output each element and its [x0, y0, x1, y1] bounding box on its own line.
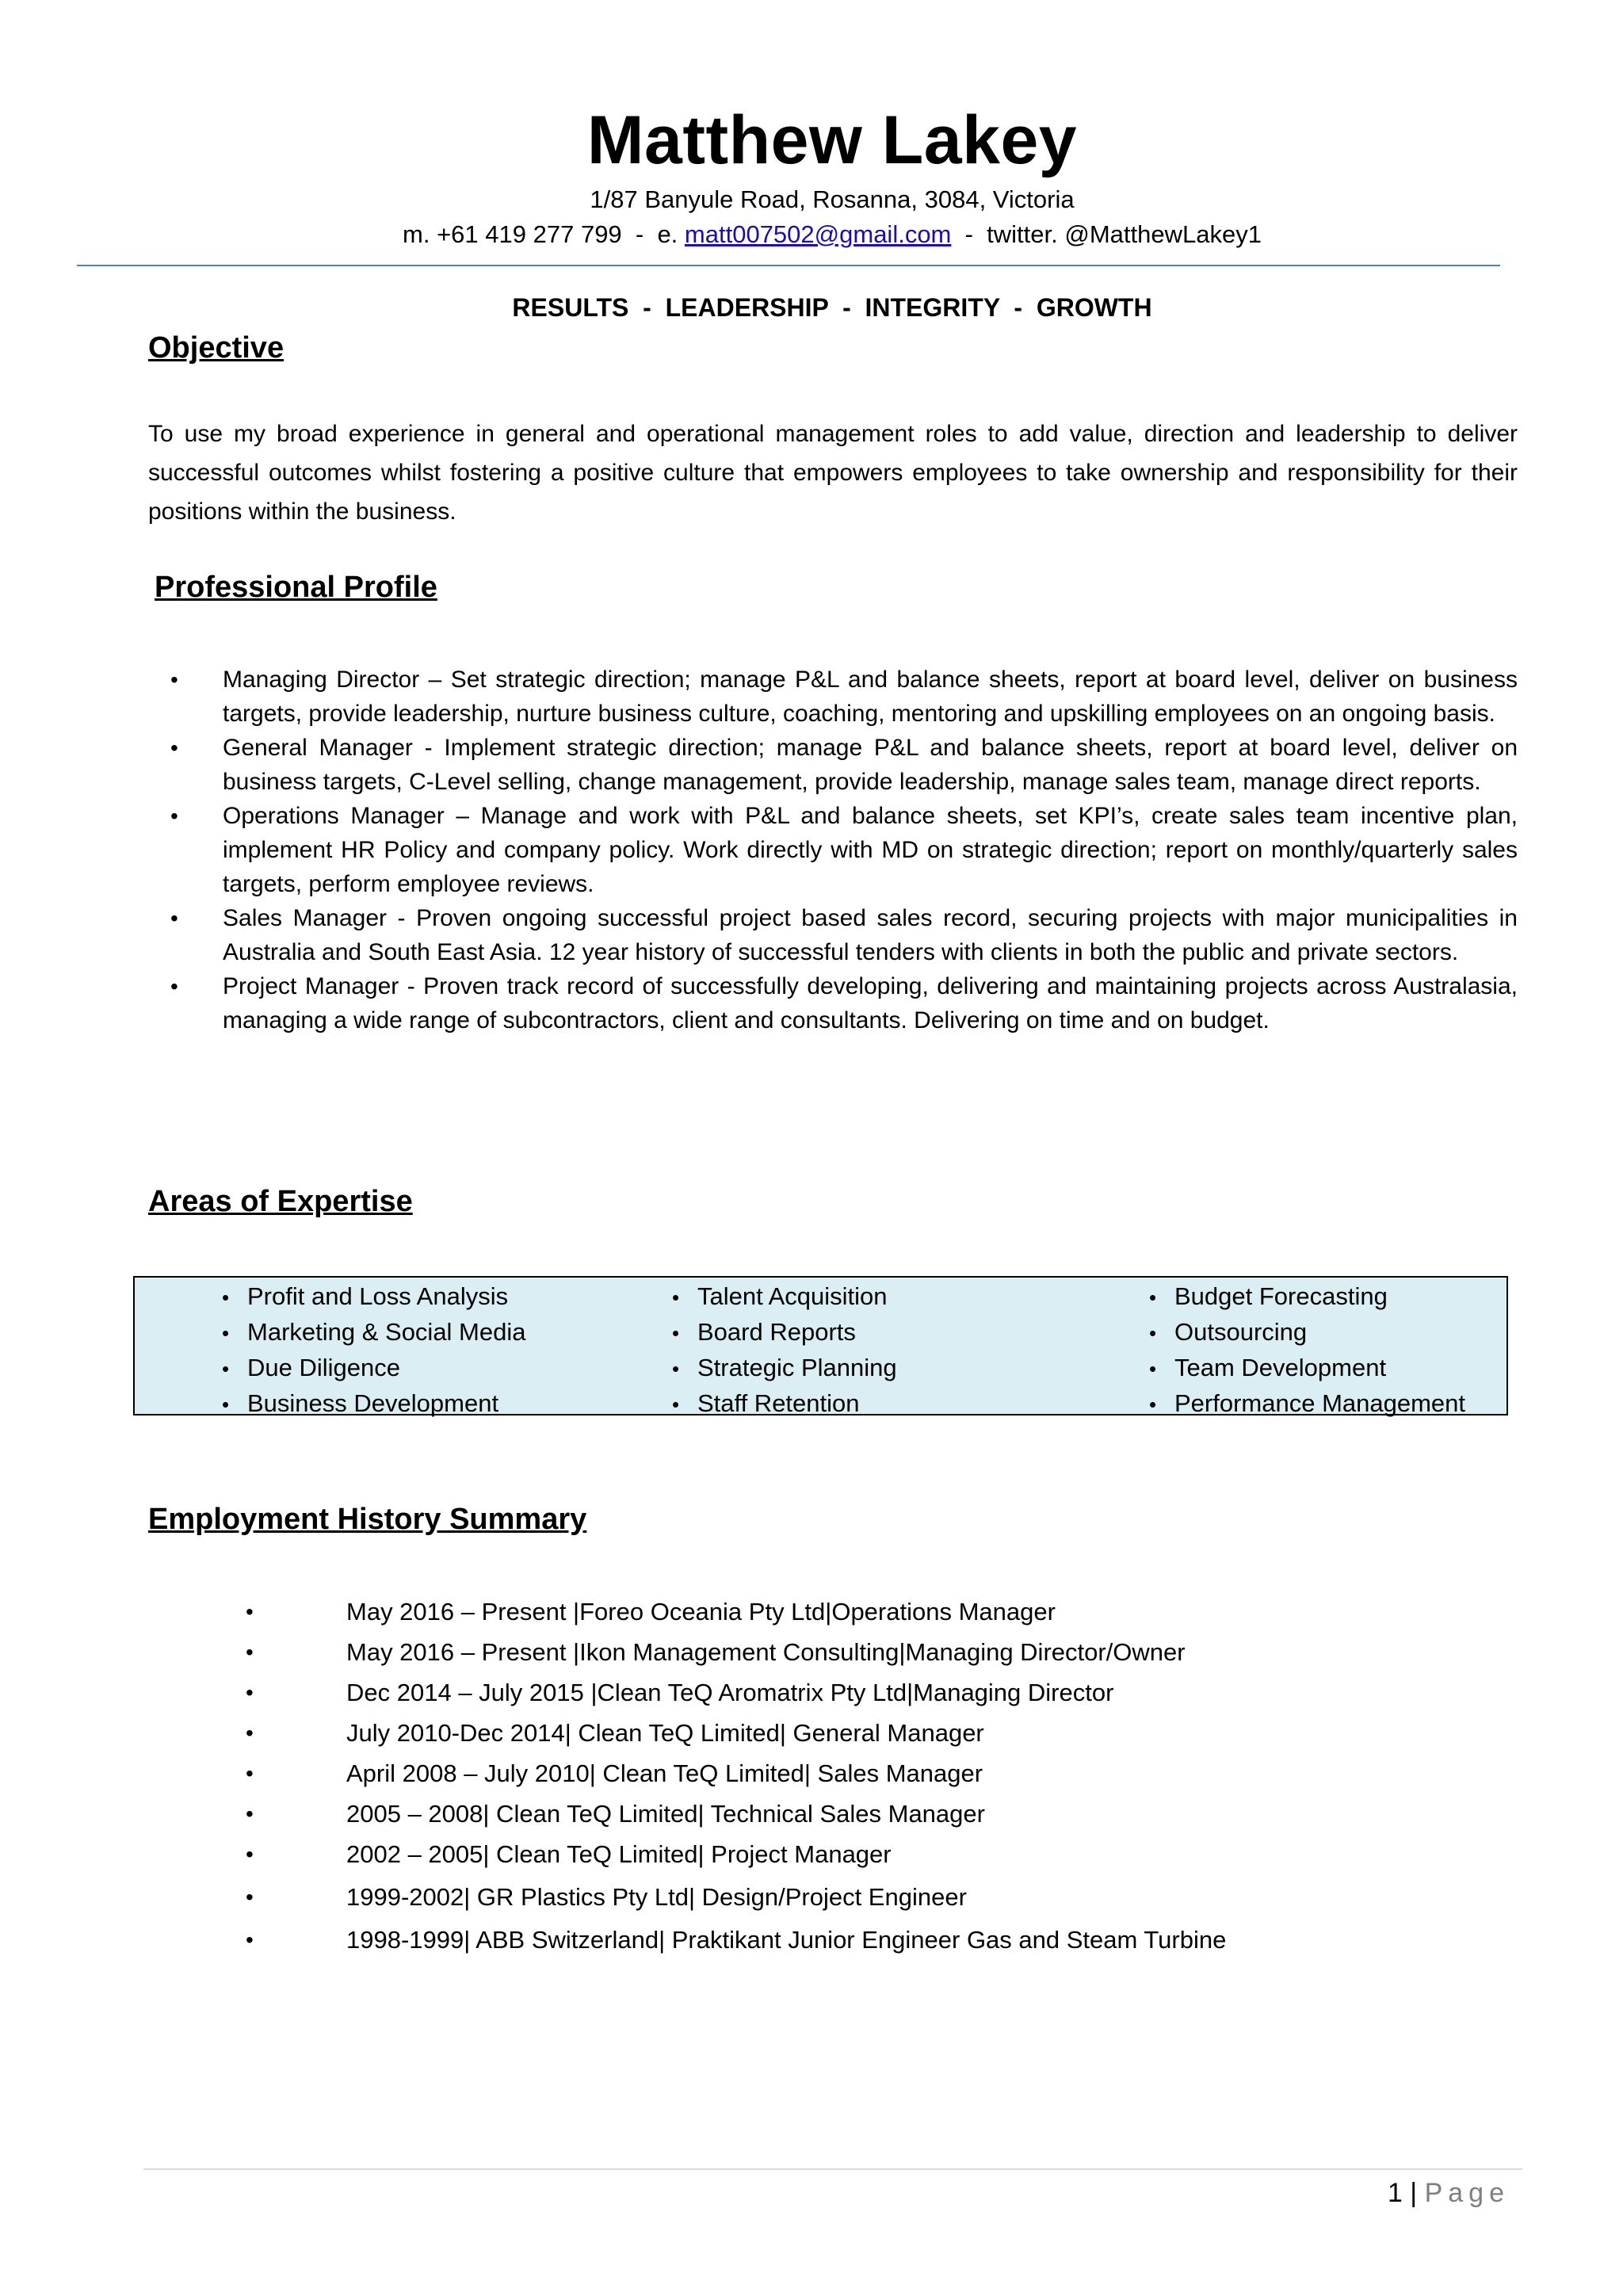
footer-divider	[143, 2168, 1522, 2170]
expertise-item	[1149, 1279, 1465, 1315]
expertise-item-text: Budget Forecasting	[1174, 1282, 1388, 1310]
profile-item	[148, 731, 1518, 799]
phone-text: m. +61 419 277 799 - e.	[403, 220, 685, 248]
page-number: 1	[1387, 2178, 1403, 2208]
profile-item-text: General Manager - Implement strategic direction; manage P&L and balance sheets, report at board level, deliver on business targets, C-Level selling, change management, provide leadership, manage sales team, manage direct reports.	[223, 735, 1518, 795]
profile-item	[148, 663, 1518, 731]
bullet-icon: •	[246, 1721, 254, 1745]
objective-text: To use my broad experience in general and operational management roles to add value, direction and leadership to deliver successful outcomes whilst fostering a positive culture that empowers employees to take ownership and responsibility for their positions within the business.	[148, 421, 1518, 525]
bullet-icon: •	[222, 1392, 230, 1416]
expertise-item-text: Talent Acquisition	[697, 1282, 888, 1310]
profile-list	[148, 663, 1518, 1037]
expertise-item	[672, 1386, 897, 1422]
profile-item-text: Managing Director – Set strategic direction; manage P&L and balance sheets, report at board level, deliver on business targets, provide leadership, nurture business culture, coaching, mentoring and upskilling employees on an ongoing basis.	[223, 667, 1518, 727]
bullet-icon: •	[222, 1286, 230, 1309]
bullet-icon: •	[1149, 1392, 1157, 1416]
expertise-item	[222, 1350, 526, 1386]
bullet-icon: •	[246, 1842, 254, 1866]
expertise-item-text: Team Development	[1174, 1354, 1387, 1381]
bullet-icon: •	[246, 1927, 254, 1952]
history-heading: Employment History Summary	[148, 1503, 587, 1536]
bullet-icon: •	[246, 1680, 254, 1705]
candidate-name: Matthew Lakey	[586, 102, 1078, 178]
profile-item-text: Operations Manager – Manage and work with P&L and balance sheets, set KPI’s, create sales team incentive plan, implement HR Policy and company policy. Work directly with MD on strategic direction; report on monthly/quarterly sales targets, perform employee reviews.	[223, 803, 1518, 897]
expertise-item	[672, 1279, 897, 1315]
bullet-icon: •	[1149, 1321, 1157, 1345]
history-item-text: 1999-2002| GR Plastics Pty Ltd| Design/Project Engineer	[346, 1883, 967, 1911]
expertise-item	[222, 1386, 526, 1422]
bullet-icon: •	[1149, 1286, 1157, 1309]
expertise-item	[1149, 1350, 1465, 1386]
email-link[interactable]: matt007502@gmail.com	[684, 220, 952, 248]
bullet-icon: •	[246, 1761, 254, 1786]
bullet-icon: •	[672, 1392, 680, 1416]
contact-line	[0, 220, 1623, 249]
profile-item	[148, 799, 1518, 901]
expertise-item-text: Due Diligence	[247, 1354, 400, 1381]
history-item-text: 1998-1999| ABB Switzerland| Praktikant Junior Engineer Gas and Steam Turbine	[346, 1926, 1227, 1954]
expertise-item	[1149, 1386, 1465, 1422]
bullet-icon: •	[246, 1801, 254, 1826]
bullet-icon: •	[672, 1286, 680, 1309]
history-item-text: 2002 – 2005| Clean TeQ Limited| Project Manager	[346, 1840, 892, 1868]
expertise-item	[672, 1350, 897, 1386]
expertise-item-text: Business Development	[247, 1389, 499, 1417]
bullet-icon: •	[246, 1885, 254, 1909]
expertise-item-text: Marketing & Social Media	[247, 1318, 526, 1346]
expertise-item	[672, 1315, 897, 1350]
expertise-item-text: Board Reports	[697, 1318, 856, 1346]
page-label: Page	[1424, 2178, 1510, 2208]
history-item-text: July 2010-Dec 2014| Clean TeQ Limited| General Manager	[346, 1719, 984, 1747]
profile-item-text: Sales Manager - Proven ongoing successful project based sales record, securing projects with major municipalities in Australia and South East Asia. 12 year history of successful tenders with clients in both the public and private sectors.	[223, 905, 1518, 965]
bullet-icon: •	[246, 1599, 254, 1624]
profile-heading: Professional Profile	[155, 571, 437, 604]
expertise-item-text: Strategic Planning	[697, 1354, 897, 1381]
bullet-icon: •	[170, 906, 178, 930]
expertise-item-text: Profit and Loss Analysis	[247, 1282, 509, 1310]
tagline: RESULTS - LEADERSHIP - INTEGRITY - GROWTH	[512, 293, 1152, 322]
page-footer	[1388, 2178, 1510, 2209]
bullet-icon: •	[246, 1640, 254, 1664]
bullet-icon: •	[1149, 1357, 1157, 1381]
expertise-item	[222, 1315, 526, 1350]
history-item-text: April 2008 – July 2010| Clean TeQ Limited| Sales Manager	[346, 1759, 983, 1787]
bullet-icon: •	[672, 1357, 680, 1381]
address-line: 1/87 Banyule Road, Rosanna, 3084, Victoria	[590, 185, 1075, 213]
expertise-item	[222, 1279, 526, 1315]
profile-item	[148, 901, 1518, 969]
bullet-icon: •	[222, 1321, 230, 1345]
bullet-icon: •	[170, 804, 178, 828]
header-divider	[77, 265, 1500, 266]
expertise-column-2	[672, 1279, 897, 1422]
history-item-text: Dec 2014 – July 2015 |Clean TeQ Aromatrix Pty Ltd|Managing Director	[346, 1679, 1114, 1706]
history-item-text: 2005 – 2008| Clean TeQ Limited| Technical Sales Manager	[346, 1800, 985, 1828]
bullet-icon: •	[170, 974, 178, 999]
expertise-item-text: Outsourcing	[1174, 1318, 1308, 1346]
history-item-text: May 2016 – Present |Foreo Oceania Pty Ltd|Operations Manager	[346, 1598, 1056, 1626]
expertise-item-text: Performance Management	[1174, 1389, 1466, 1417]
profile-item-text: Project Manager - Proven track record of successfully developing, delivering and maintaining projects across Australasia, managing a wide range of subcontractors, client and consultants. Delivering on time and on budget.	[223, 973, 1518, 1033]
bullet-icon: •	[222, 1357, 230, 1381]
page-separator: |	[1402, 2178, 1425, 2208]
expertise-box	[133, 1276, 1508, 1415]
expertise-heading: Areas of Expertise	[148, 1185, 413, 1218]
bullet-icon: •	[672, 1321, 680, 1345]
bullet-icon: •	[170, 735, 178, 760]
bullet-icon: •	[170, 667, 178, 692]
objective-heading: Objective	[148, 331, 285, 365]
expertise-column-3	[1149, 1279, 1465, 1422]
history-item-text: May 2016 – Present |Ikon Management Consulting|Managing Director/Owner	[346, 1638, 1186, 1666]
twitter-text: - twitter. @MatthewLakey1	[951, 220, 1262, 248]
expertise-item-text: Staff Retention	[697, 1389, 860, 1417]
expertise-item	[1149, 1315, 1465, 1350]
expertise-column-1	[222, 1279, 526, 1422]
profile-item	[148, 969, 1518, 1037]
